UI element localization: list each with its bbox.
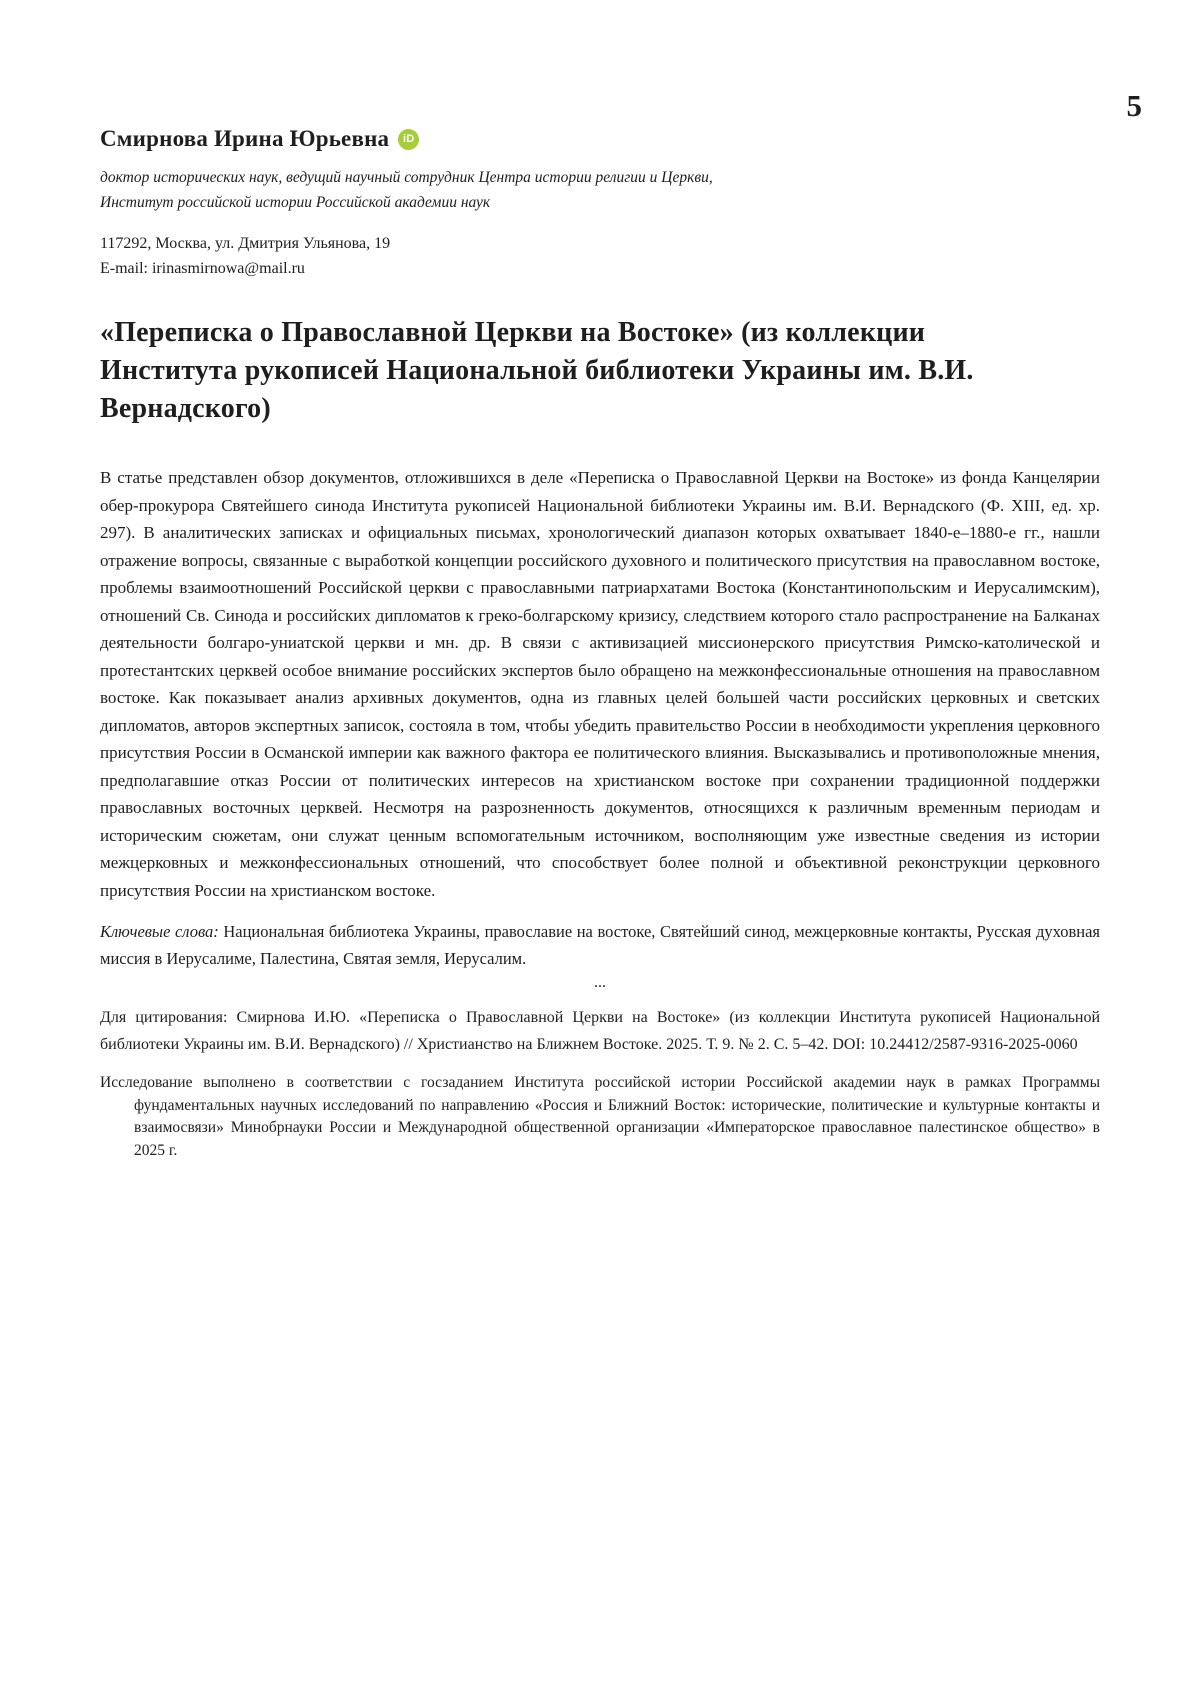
citation-label: Для цитирования: bbox=[100, 1009, 237, 1026]
section-separator: ... bbox=[594, 974, 606, 991]
keywords-text: Национальная библиотека Украины, православие на востоке, Святейший синод, межцерковные контакты, Русская духовная миссия в Иерусалиме, Палестина, Святая земля, Иерусалим. bbox=[100, 922, 1101, 968]
affiliation-line-1: доктор исторических наук, ведущий научный сотрудник Центра истории религии и Церкви, bbox=[100, 169, 713, 186]
funding-note: Исследование выполнено в соответствии с госзаданием Института российской истории Российской академии наук в рамках Программы фундаментальных научных исследований по направлению «Россия и Ближний Восток: исторические, политические и культурные контакты и взаимосвязи» Минобрнауки России и Международной общественной организации «Императорское православное палестинское общество» в 2025 г. bbox=[100, 1074, 1100, 1159]
article-title: «Переписка о Православной Церкви на Востоке» (из коллекции Института рукописей Национальной библиотеки Украины им. В.И. Вернадского) bbox=[100, 317, 974, 424]
citation-paragraph bbox=[100, 1004, 1100, 1058]
author-block bbox=[100, 126, 1100, 152]
author-address: 117292, Москва, ул. Дмитрия Ульянова, 19 bbox=[100, 235, 391, 252]
keywords-label: Ключевые слова: bbox=[100, 922, 224, 941]
article-abstract: В статье представлен обзор документов, отложившихся в деле «Переписка о Православной Церкви на Востоке» из фонда Канцелярии обер-прокурора Святейшего синода Института рукописей Национальной библиотеки Украины им. В.И. Вернадского (Ф. XIII, ед. хр. 297). В аналитических записках и официальных письмах, хронологический диапазон которых охватывает 1840-е–1880-е гг., нашли отражение вопросы, связанные с выработкой концепции российского духовного и политического присутствия на православном востоке, проблемы взаимоотношений Российской церкви с православными патриархатами Востока (Константинопольским и Иерусалимским), отношений Св. Синода и российских дипломатов к греко-болгарскому кризису, следствием которого стало распространение на Балканах деятельности болгаро-униатской церкви и мн. др. В связи с активизацией миссионерского присутствия Римско-католической и протестантских церквей особое внимание российских экспертов было обращено на межконфессиональные отношения на православном востоке. Как показывает анализ архивных документов, одна из главных целей большей части российских церковных и светских дипломатов, авторов экспертных записок, состояла в том, чтобы убедить правительство России в необходимости укрепления церковного присутствия России в Османской империи как важного фактора ее политического влияния. Высказывались и противоположные мнения, предполагавшие отказ России от политических интересов на христианском востоке при сохранении традиционной поддержки православных восточных церквей. Несмотря на разрозненность документов, относящихся к различным временным периодам и историческим сюжетам, они служат ценным вспомогательным источником, восполняющим уже известные сведения из истории межцерковных и межконфессиональных отношений, что способствует более полной и объективной реконструкции церковного присутствия России на христианском востоке. bbox=[100, 468, 1100, 900]
orcid-icon[interactable]: iD bbox=[398, 129, 419, 150]
page-number: 5 bbox=[1126, 88, 1142, 123]
affiliation-line-2: Институт российской истории Российской академии наук bbox=[100, 194, 491, 211]
author-name: Смирнова Ирина Юрьевна bbox=[100, 126, 390, 151]
page-content bbox=[100, 0, 1100, 1162]
citation-text: Смирнова И.Ю. «Переписка о Православной Церкви на Востоке» (из коллекции Института рукописей Национальной библиотеки Украины им. В.И. Вернадского) // Христианство на Ближнем Востоке. 2025. Т. 9. № 2. С. 5–42. DOI: 10.24412/2587-9316-2025-0060 bbox=[100, 1009, 1100, 1053]
author-email: E-mail: irinasmirnowa@mail.ru bbox=[100, 260, 305, 277]
author-contacts bbox=[100, 231, 1100, 281]
keywords-paragraph bbox=[100, 918, 1100, 972]
author-affiliation bbox=[100, 165, 1100, 215]
